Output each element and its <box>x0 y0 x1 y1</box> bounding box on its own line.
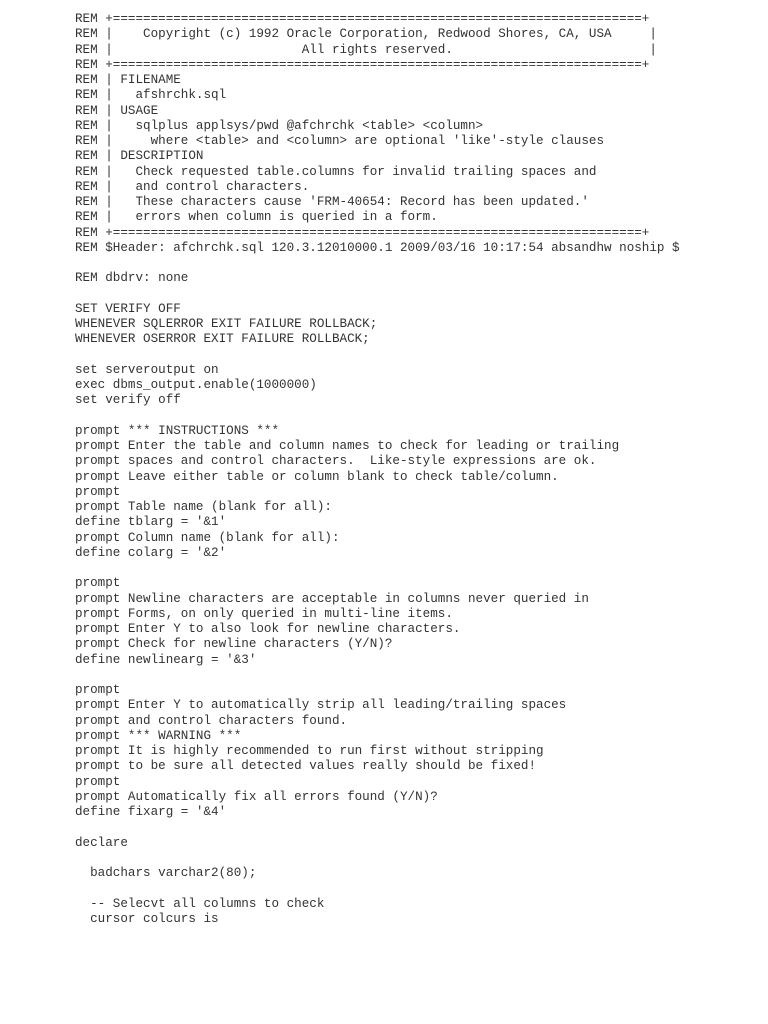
code-line: prompt Forms, on only queried in multi-line items. <box>75 606 453 621</box>
code-line: prompt Column name (blank for all): <box>75 530 340 545</box>
code-line: prompt Enter Y to automatically strip all leading/trailing spaces <box>75 698 567 713</box>
code-line: prompt *** WARNING *** <box>75 728 242 743</box>
code-line: cursor colcurs is <box>75 911 219 926</box>
code-line: REM +======================================================================+ <box>75 225 650 240</box>
code-line: REM $Header: afchrchk.sql 120.3.12010000.1 2009/03/16 10:17:54 absandhw noship $ <box>75 240 680 255</box>
code-line: prompt Leave either table or column blank to check table/column. <box>75 469 559 484</box>
code-line: REM | sqlplus applsys/pwd @afchrchk <table> <column> <box>75 118 484 133</box>
code-line <box>75 851 768 866</box>
code-line: define tblarg = '&1' <box>75 515 227 530</box>
code-line: prompt *** INSTRUCTIONS *** <box>75 423 280 438</box>
code-line: prompt <box>75 683 121 697</box>
code-line: REM | USAGE <box>75 103 159 118</box>
code-line: REM | where <table> and <column> are optional 'like'-style clauses <box>75 134 605 148</box>
code-line: badchars varchar2(80); <box>75 866 257 880</box>
code-line: prompt Enter the table and column names to check for leading or trailing <box>75 439 620 453</box>
code-line: prompt Table name (blank for all): <box>75 500 332 514</box>
code-line: define colarg = '&2' <box>75 545 227 560</box>
code-line: WHENEVER SQLERROR EXIT FAILURE ROLLBACK; <box>75 317 378 331</box>
code-line: prompt <box>75 576 121 591</box>
code-line: REM | afshrchk.sql <box>75 88 227 103</box>
code-line: prompt spaces and control characters. Like-style expressions are ok. <box>75 454 597 469</box>
code-line: prompt to be sure all detected values really should be fixed! <box>75 759 537 774</box>
code-line: define fixarg = '&4' <box>75 805 227 819</box>
code-line <box>75 668 768 683</box>
code-line: REM | errors when column is queried in a form. <box>75 210 438 225</box>
code-line: set verify off <box>75 393 181 408</box>
code-line: prompt Newline characters are acceptable in columns never queried in <box>75 591 589 606</box>
code-line: REM | and control characters. <box>75 179 310 194</box>
code-line <box>75 820 768 835</box>
code-line: REM dbdrv: none <box>75 271 189 286</box>
code-line: prompt Enter Y to also look for newline characters. <box>75 622 461 636</box>
code-line: set serveroutput on <box>75 362 219 377</box>
code-line: prompt <box>75 484 121 499</box>
code-line: REM +======================================================================+ <box>75 57 650 72</box>
code-line <box>75 881 768 896</box>
code-line <box>75 348 768 363</box>
code-line: define newlinearg = '&3' <box>75 652 257 667</box>
code-line: prompt and control characters found. <box>75 713 348 728</box>
code-line <box>75 561 768 576</box>
code-line: prompt Automatically fix all errors found (Y/N)? <box>75 789 438 804</box>
code-line <box>75 409 768 424</box>
sql-script-listing <box>75 12 768 927</box>
code-line: REM | FILENAME <box>75 73 181 87</box>
code-line: WHENEVER OSERROR EXIT FAILURE ROLLBACK; <box>75 332 370 347</box>
code-line: REM +======================================================================+ <box>75 12 650 26</box>
code-line: REM | All rights reserved. | <box>75 42 657 57</box>
code-line: prompt It is highly recommended to run first without stripping <box>75 744 544 758</box>
code-line: prompt Check for newline characters (Y/N)? <box>75 637 393 652</box>
code-line: exec dbms_output.enable(1000000) <box>75 378 317 392</box>
code-line: SET VERIFY OFF <box>75 301 181 316</box>
code-line: prompt <box>75 774 121 789</box>
code-line: -- Selecvt all columns to check <box>75 896 325 911</box>
code-line: declare <box>75 835 128 850</box>
code-line <box>75 287 768 302</box>
code-line: REM | These characters cause 'FRM-40654: Record has been updated.' <box>75 195 589 209</box>
code-line: REM | Copyright (c) 1992 Oracle Corporation, Redwood Shores, CA, USA | <box>75 27 657 42</box>
code-line: REM | Check requested table.columns for invalid trailing spaces and <box>75 164 597 179</box>
code-line: REM | DESCRIPTION <box>75 149 204 164</box>
code-line <box>75 256 768 271</box>
